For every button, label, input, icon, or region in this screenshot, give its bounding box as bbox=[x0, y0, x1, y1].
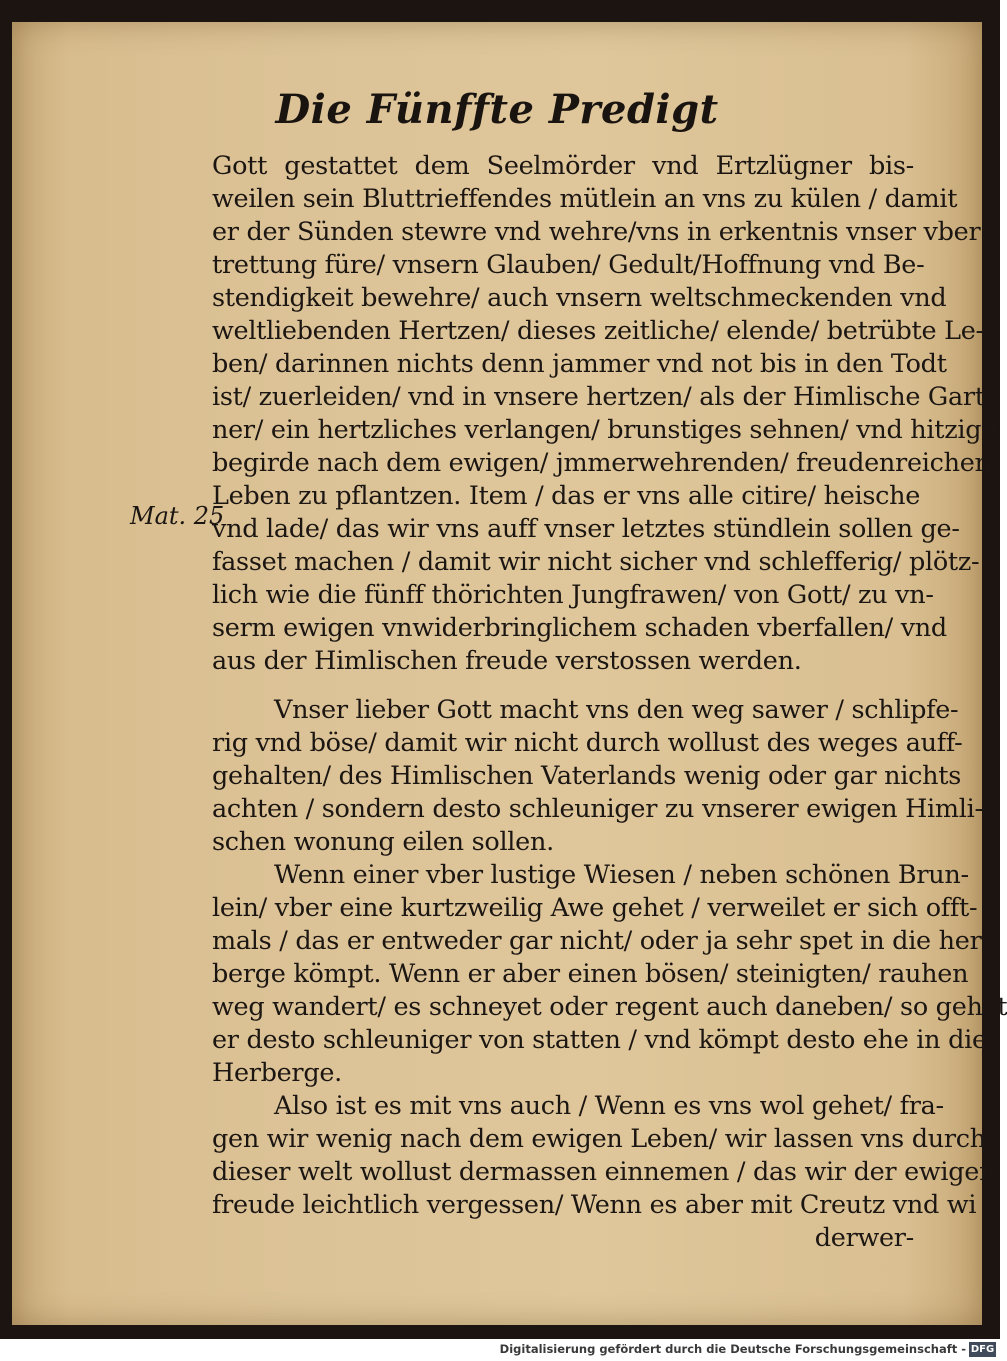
text-line: ben/ darinnen nichts denn jammer vnd not bis in den Todt bbox=[212, 349, 947, 379]
paragraph-1 bbox=[212, 150, 997, 678]
dfg-logo-icon: DFG bbox=[970, 1344, 995, 1355]
text-line: begirde nach dem ewigen/ jmmerwehrenden/ freudenreichen bbox=[212, 448, 991, 478]
text-line: trettung füre/ vnsern Glauben/ Gedult/Hoffnung vnd Be- bbox=[212, 250, 925, 280]
text-line: weltliebenden Hertzen/ dieses zeitliche/ elende/ betrübte Le- bbox=[212, 316, 984, 346]
text-line: aus der Himlischen freude verstossen werden. bbox=[212, 646, 802, 676]
text-line: lein/ vber eine kurtzweilig Awe gehet / verweilet er sich offt- bbox=[212, 893, 978, 923]
text-line: Wenn einer vber lustige Wiesen / neben schönen Brun- bbox=[274, 860, 969, 890]
catchword: derwer- bbox=[814, 1223, 914, 1253]
paragraph-2 bbox=[212, 694, 983, 859]
text-line: er der Sünden stewre vnd wehre/vns in erkentnis vnser vber bbox=[212, 217, 981, 247]
text-line: Herberge. bbox=[212, 1058, 342, 1088]
footer-bar bbox=[0, 1339, 1000, 1361]
text-line: fasset machen / damit wir nicht sicher vnd schlefferig/ plötz- bbox=[212, 547, 980, 577]
text-line: berge kömpt. Wenn er aber einen bösen/ steinigten/ rauhen bbox=[212, 959, 969, 989]
text-line: achten / sondern desto schleuniger zu vnserer ewigen Himli- bbox=[212, 794, 983, 824]
text-line: dieser welt wollust dermassen einnemen / das wir der ewigen bbox=[212, 1157, 996, 1187]
text-line: serm ewigen vnwiderbringlichem schaden vberfallen/ vnd bbox=[212, 613, 947, 643]
text-line: ist/ zuerleiden/ vnd in vnsere hertzen/ als der Himlische Gart- bbox=[212, 382, 994, 412]
text-line: Vnser lieber Gott macht vns den weg sawer / schlipfe- bbox=[274, 695, 959, 725]
funding-notice: Digitalisierung gefördert durch die Deutsche Forschungsgemeinschaft - bbox=[499, 1342, 966, 1356]
text-line: mals / das er entweder gar nicht/ oder ja sehr spet in die her- bbox=[212, 926, 990, 956]
text-line: Leben zu pflantzen. Item / das er vns alle citire/ heische bbox=[212, 481, 921, 511]
text-line: vnd lade/ das wir vns auff vnser letztes stündlein sollen ge- bbox=[212, 514, 960, 544]
text-line: ner/ ein hertzliches verlangen/ brunstiges sehnen/ vnd hitzige bbox=[212, 415, 997, 445]
page-header: Die Fünffte Predigt bbox=[275, 86, 719, 133]
text-line: weilen sein Bluttrieffendes mütlein an vns zu külen / damit bbox=[212, 184, 958, 214]
text-line: schen wonung eilen sollen. bbox=[212, 827, 554, 857]
margin-note: Mat. 25 bbox=[130, 502, 225, 530]
text-line: weg wandert/ es schneyet oder regent auch daneben/ so gehet bbox=[212, 992, 1007, 1022]
text-line: lich wie die fünff thörichten Jungfrawen/ von Gott/ zu vn- bbox=[212, 580, 934, 610]
body-text bbox=[212, 150, 1007, 1255]
text-line: gehalten/ des Himlischen Vaterlands wenig oder gar nichts bbox=[212, 761, 961, 791]
text-line: stendigkeit bewehre/ auch vnsern weltschmeckenden vnd bbox=[212, 283, 947, 313]
text-line: Gott gestattet dem Seelmörder vnd Ertzlügner bis- bbox=[212, 151, 914, 181]
text-line: freude leichtlich vergessen/ Wenn es aber mit Creutz vnd wi bbox=[212, 1190, 977, 1220]
paragraph-3 bbox=[212, 859, 1007, 1090]
text-line: er desto schleuniger von statten / vnd kömpt desto ehe in die bbox=[212, 1025, 987, 1055]
paragraph-4 bbox=[212, 1090, 996, 1255]
text-line: rig vnd böse/ damit wir nicht durch wollust des weges auff- bbox=[212, 728, 963, 758]
book-page bbox=[12, 22, 1007, 1325]
text-line: gen wir wenig nach dem ewigen Leben/ wir lassen vns durch bbox=[212, 1124, 986, 1154]
text-line: Also ist es mit vns auch / Wenn es vns wol gehet/ fra- bbox=[274, 1091, 944, 1121]
